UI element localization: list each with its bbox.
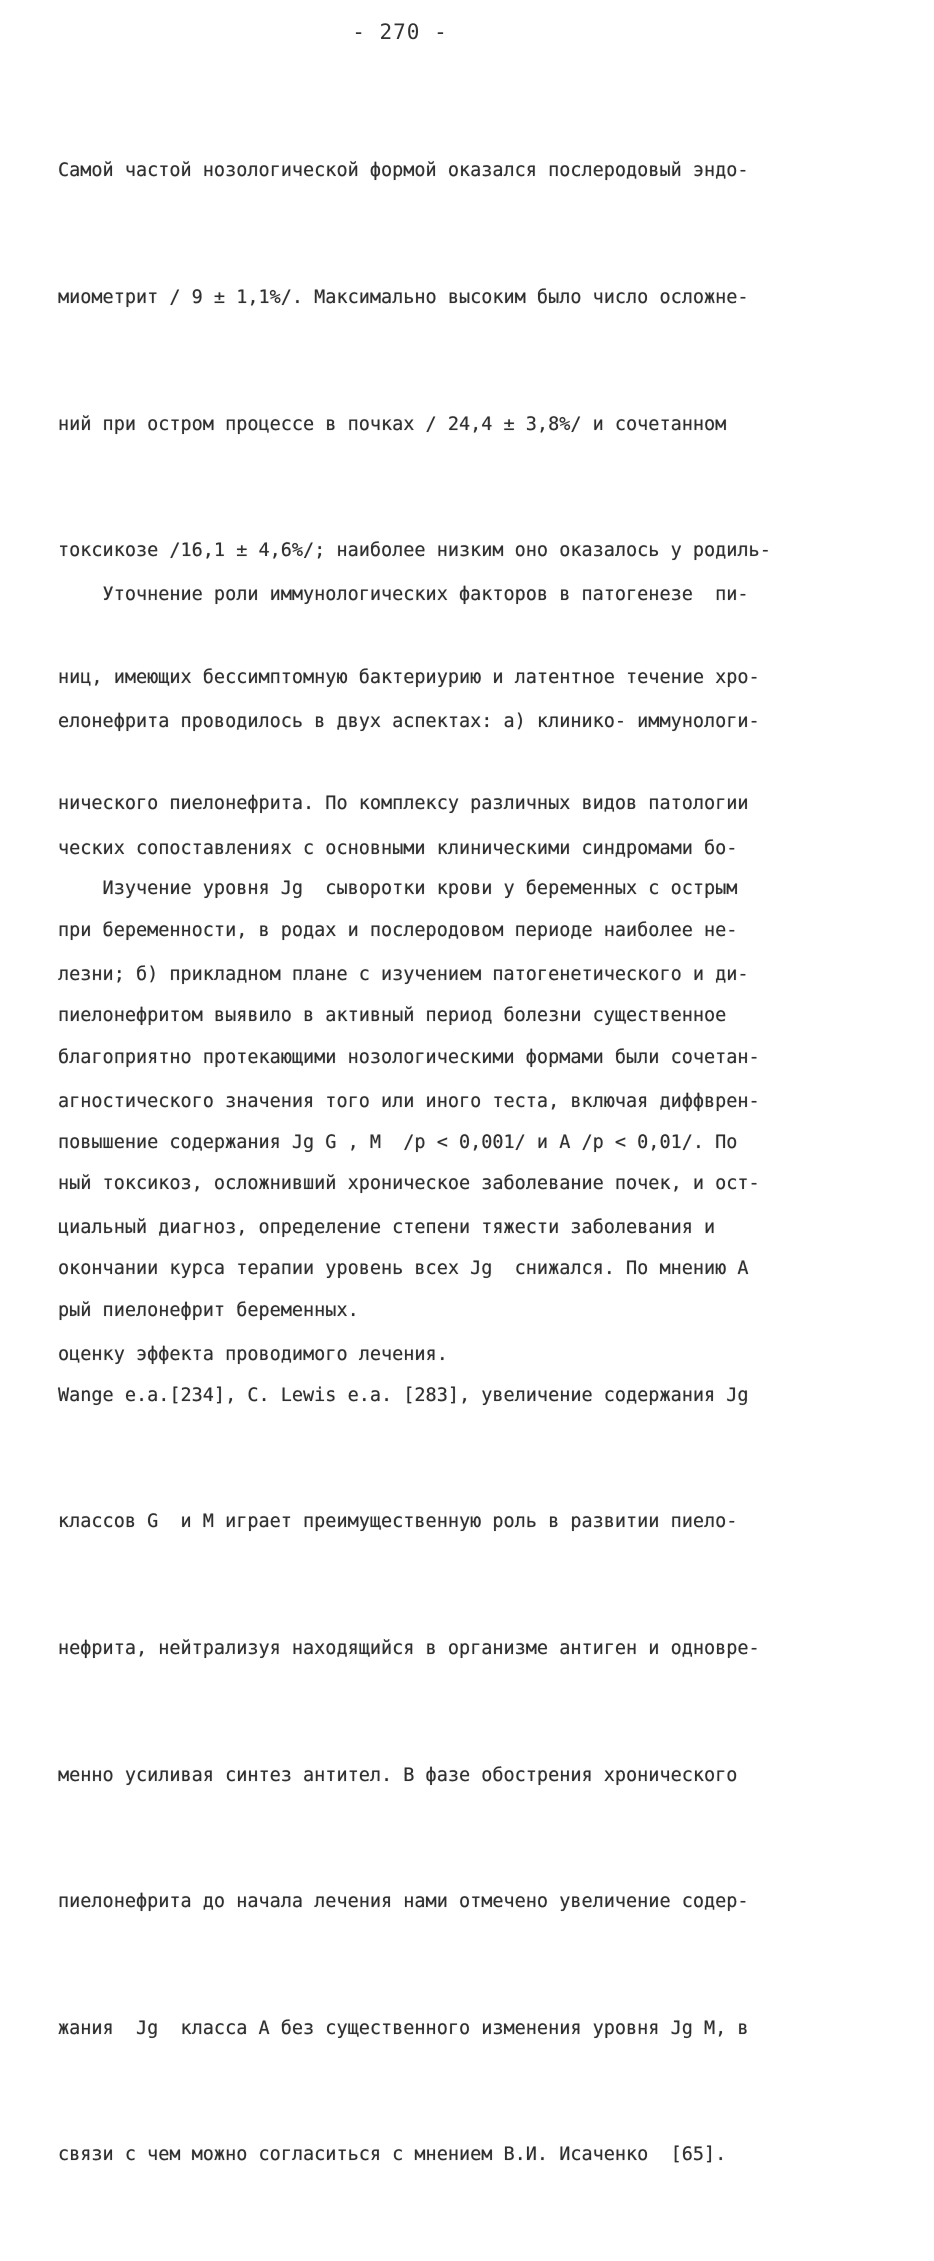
text-line: ний при остром процессе в почках / 24,4 ± 3,8%/ и сочетанном (58, 413, 727, 435)
paragraph-3 (58, 784, 878, 2261)
text-line: ческих сопоставлениях с основными клиническими синдромами бо- (58, 837, 738, 859)
text-line: ный токсикоз, осложнивший хроническое заболевание почек, и ост- (58, 1173, 760, 1195)
text-line: токсикозе /16,1 ± 4,6%/; наиболее низким оно оказалось у родиль- (58, 540, 771, 562)
text-line: окончании курса терапии уровень всех Jg снижался. По мнению A (58, 1258, 749, 1280)
text-line: повышение содержания Jg G , М /p < 0,001/ и А /p < 0,01/. По (58, 1131, 738, 1153)
text-line: при беременности, в родах и послеродовом периоде наиболее не- (58, 919, 738, 941)
text-line: связи с чем можно согласиться с мнением В.И. Исаченко [65]. (58, 2144, 727, 2166)
text-line: благоприятно протекающими нозологическими формами были сочетан- (58, 1046, 760, 1068)
text-line: классов G и М играет преимущественную роль в развитии пиело- (58, 1511, 738, 1533)
text-line: Wange e.a.[234], C. Lewis e.a. [283], увеличение содержания Jg (58, 1384, 749, 1406)
text-line: миометрит / 9 ± 1,1%/. Максимально высоким было число осложне- (58, 287, 749, 308)
text-line: жания Jg класса А без существенного изменения уровня Jg М, в (58, 2017, 749, 2039)
text-line: Уточнение роли иммунологических факторов в патогенезе пи- (58, 584, 749, 606)
text-line: циальный диагноз, определение степени тяжести заболевания и (58, 1217, 716, 1239)
text-line: елонефрита проводилось в двух аспектах: а) клинико- иммунологи- (58, 711, 760, 732)
page-number: - 270 - (352, 20, 448, 44)
text-line: оценку эффекта проводимого лечения. (58, 1343, 448, 1365)
text-line: рый пиелонефрит беременных. (58, 1299, 359, 1321)
text-line: Самой частой нозологической формой оказался послеродовый эндо- (58, 160, 749, 182)
text-line: Изучение уровня Jg сыворотки крови у беременных с острым (58, 878, 738, 900)
text-line: агностического значения того или иного теста, включая диффврен- (58, 1090, 760, 1112)
text-line: ниц, имеющих бессимптомную бактериурию и латентное течение хро- (58, 666, 760, 688)
text-line: нического пиелонефрита. По комплексу различных видов патологии (58, 793, 749, 815)
text-line: нефрита, нейтрализуя находящийся в организме антиген и одновре- (58, 1637, 760, 1659)
text-line: пиелонефрита до начала лечения нами отмечено увеличение содер- (58, 1891, 749, 1913)
text-line: пиелонефритом выявило в активный период болезни существенное (58, 1005, 727, 1026)
text-line: лезни; б) прикладном плане с изучением патогенетического и ди- (58, 964, 749, 986)
text-line: менно усиливая синтез антител. В фазе обострения хронического (58, 1764, 738, 1786)
